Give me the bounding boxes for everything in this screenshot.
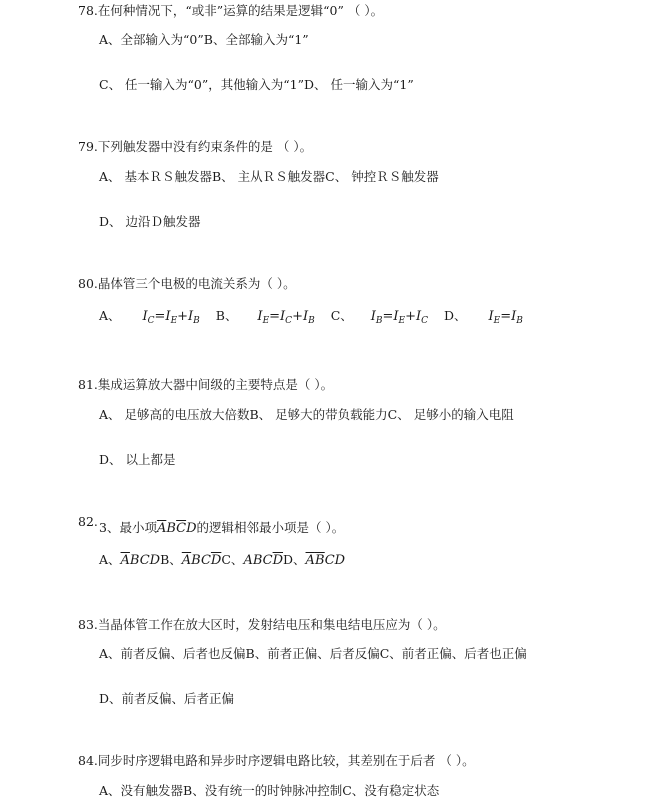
q79-option-line-1: A、 基本ＲＳ触发器B、 主从ＲＳ触发器C、 钟控ＲＳ触发器 <box>99 169 439 184</box>
q82-option-b-term: $\overline{A}BC\overline{D}$ <box>181 553 222 568</box>
q82-option-d-label: D、 <box>283 552 306 567</box>
q79-option-line-2: D、 边沿Ｄ触发器 <box>99 214 201 229</box>
q80-option-c-formula: $I_B=I_E+I_C$ <box>370 309 429 326</box>
q82-number: 82. <box>78 514 98 529</box>
q80-option-b-formula: $I_E=I_C+I_B$ <box>257 309 315 326</box>
q82-option-a-term: $\overline{A}BCD$ <box>120 553 161 568</box>
q82-options <box>99 552 345 569</box>
q80-option-d-label: D、 <box>444 308 467 323</box>
q80-option-c-label: C、 <box>330 308 353 323</box>
q80-options <box>99 308 523 329</box>
q82-option-c-label: C、 <box>221 552 244 567</box>
q80-option-d-formula: $I_E=I_B$ <box>488 309 523 326</box>
q81-option-line-2: D、 以上都是 <box>99 452 176 467</box>
q82-minterm: $\overline{A}B\overline{C}D$ <box>156 521 197 536</box>
q81-stem: 81.集成运算放大器中间级的主要特点是（ ）。 <box>78 377 334 392</box>
q83-option-line-2: D、前者反偏、后者正偏 <box>99 691 235 706</box>
q82-option-c-term: $ABC\overline{D}$ <box>243 553 284 568</box>
q82-option-d-term: $\overline{A}\overline{B}CD$ <box>305 553 346 568</box>
q80-option-a-formula: $I_C=I_E+I_B$ <box>142 309 200 326</box>
q82-stem <box>99 520 344 537</box>
q80-stem: 80.晶体管三个电极的电流关系为（ ）。 <box>78 276 296 291</box>
q82-stem-prefix: 3、最小项 <box>99 520 157 535</box>
q79-stem: 79.下列触发器中没有约束条件的是 （ ）。 <box>78 139 313 154</box>
q83-option-line-1: A、前者反偏、后者也反偏B、前者正偏、后者反偏C、前者正偏、后者也正偏 <box>99 646 527 661</box>
q81-option-line-1: A、 足够高的电压放大倍数B、 足够大的带负载能力C、 足够小的输入电阻 <box>99 407 514 422</box>
q82-stem-suffix: 的逻辑相邻最小项是（ ）。 <box>196 520 345 535</box>
q84-stem: 84.同步时序逻辑电路和异步时序逻辑电路比较，其差别在于后者 （ ）。 <box>78 753 475 768</box>
q84-option-line-1: A、没有触发器B、没有统一的时钟脉冲控制C、没有稳定状态 <box>99 783 440 798</box>
q80-option-a-label: A、 <box>99 308 121 323</box>
q83-stem: 83.当晶体管工作在放大区时，发射结电压和集电结电压应为（ ）。 <box>78 617 446 632</box>
q78-stem: 78.在何种情况下，“或非”运算的结果是逻辑“0” （ ）。 <box>78 3 384 18</box>
q80-option-b-label: B、 <box>215 308 238 323</box>
q78-option-line-2: C、 任一输入为“0”，其他输入为“1”D、 任一输入为“1” <box>99 77 414 92</box>
q78-option-line-1: A、全部输入为“0”B、全部输入为“1” <box>99 32 309 47</box>
q82-option-a-label: A、 <box>99 552 121 567</box>
q82-option-b-label: B、 <box>160 552 182 567</box>
